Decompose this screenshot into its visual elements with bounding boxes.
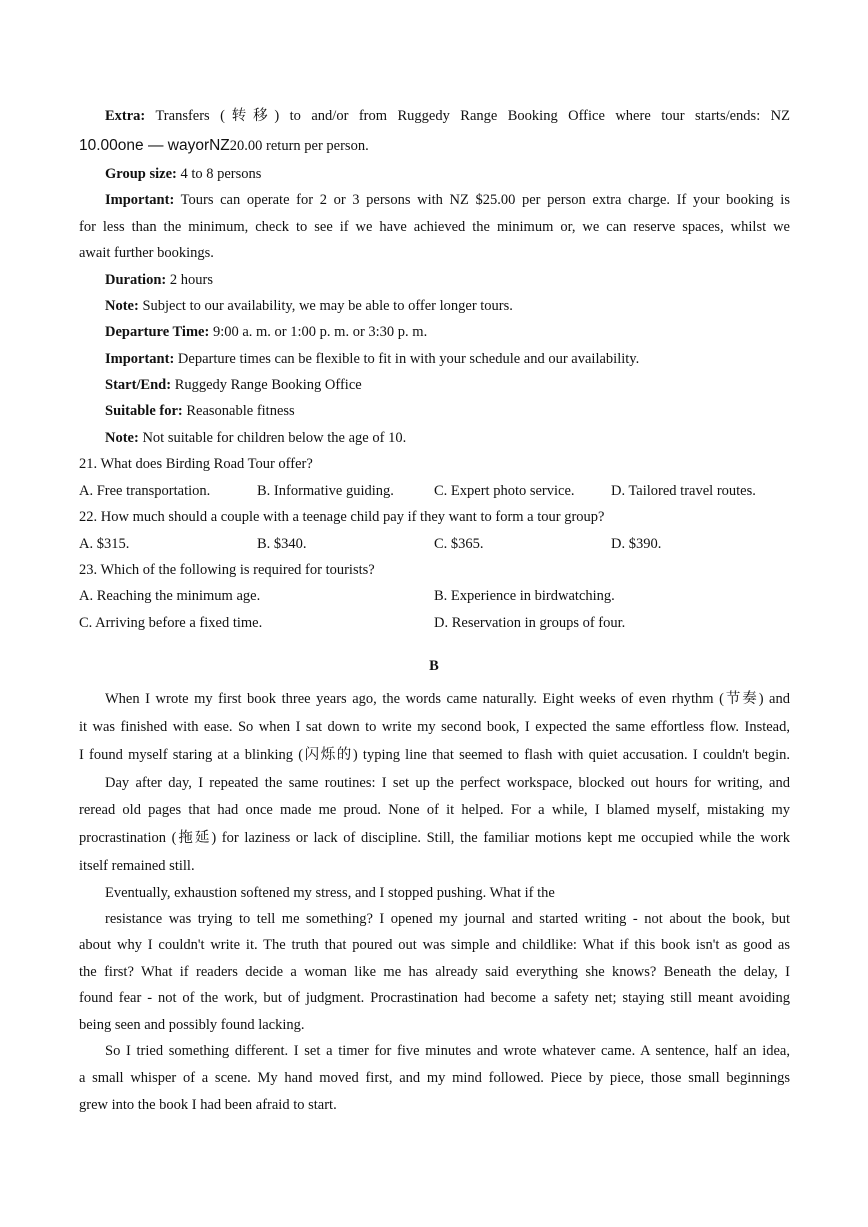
important2-label: Important: bbox=[105, 351, 175, 367]
extra-text-2b: 20.00 return per person. bbox=[229, 138, 369, 154]
q22-option-b: B. $340. bbox=[257, 536, 307, 552]
startend-text: Ruggedy Range Booking Office bbox=[174, 377, 362, 393]
passage-line: procrastination (拖延) for laziness or lack of discipline. Still, the familiar motions kept me occupied while the work bbox=[79, 830, 790, 846]
passage-line: about why I couldn't write it. The truth that poured out was simple and childlike: What if this book isn't as good as bbox=[79, 937, 790, 953]
passage-line: being seen and possibly found lacking. bbox=[79, 1017, 305, 1033]
group-size-line bbox=[105, 165, 790, 183]
q23-option-d: D. Reservation in groups of four. bbox=[434, 615, 626, 631]
q22-option-c: C. $365. bbox=[434, 536, 484, 552]
passage-line: When I wrote my first book three years ago, the words came naturally. Eight weeks of even rhythm (节奏) and bbox=[105, 691, 790, 707]
passage-line: So I tried something different. I set a timer for five minutes and wrote whatever came. A sentence, half an idea, bbox=[105, 1043, 790, 1059]
q22-option-d: D. $390. bbox=[611, 536, 662, 552]
note1-line bbox=[105, 297, 790, 315]
passage-line: Day after day, I repeated the same routines: I set up the perfect workspace, blocked out hours for writing, and bbox=[105, 775, 790, 791]
passage-line: Eventually, exhaustion softened my stress, and I stopped pushing. What if the bbox=[105, 885, 555, 901]
duration-line bbox=[105, 271, 790, 289]
extra-line-2 bbox=[79, 137, 790, 155]
important1-line-1 bbox=[105, 191, 790, 209]
passage-line: the first? What if readers decide a woman like me has already said everything she knows? Beneath the delay, I bbox=[79, 964, 790, 980]
note2-label: Note: bbox=[105, 430, 139, 446]
note2-line bbox=[105, 429, 790, 447]
section-b-heading: B bbox=[429, 658, 439, 674]
question-22-stem: 22. How much should a couple with a teenage child pay if they want to form a tour group? bbox=[79, 509, 605, 525]
important1-text-1: Tours can operate for 2 or 3 persons with NZ $25.00 per person extra charge. If your booking is bbox=[180, 192, 790, 208]
suitable-line bbox=[105, 402, 790, 420]
passage-line: I found myself staring at a blinking (闪烁的) typing line that seemed to flash with quiet accusation. I couldn't begin. bbox=[79, 747, 790, 763]
note1-text: Subject to our availability, we may be able to offer longer tours. bbox=[142, 298, 513, 314]
important2-text: Departure times can be flexible to fit in with your schedule and our availability. bbox=[177, 351, 640, 367]
suitable-label: Suitable for: bbox=[105, 403, 183, 419]
extra-label: Extra: bbox=[105, 108, 146, 124]
note2-text: Not suitable for children below the age of 10. bbox=[142, 430, 407, 446]
departure-label: Departure Time: bbox=[105, 324, 210, 340]
group-size-text: 4 to 8 persons bbox=[180, 166, 262, 182]
passage-line: it was finished with ease. So when I sat down to write my second book, I expected the same effortless flow. Instead, bbox=[79, 719, 790, 735]
question-23-stem: 23. Which of the following is required for tourists? bbox=[79, 562, 375, 578]
q21-option-b: B. Informative guiding. bbox=[257, 483, 394, 499]
group-size-label: Group size: bbox=[105, 166, 177, 182]
q22-option-a: A. $315. bbox=[79, 536, 130, 552]
passage-line: itself remained still. bbox=[79, 858, 195, 874]
important1-line-2: for less than the minimum, check to see if we have achieved the minimum or, we can reserve spaces, whilst we bbox=[79, 219, 790, 235]
duration-text: 2 hours bbox=[169, 272, 213, 288]
extra-line-1 bbox=[105, 107, 790, 125]
passage-line: resistance was trying to tell me something? I opened my journal and started writing - not about the book, but bbox=[105, 911, 790, 927]
q23-option-a: A. Reaching the minimum age. bbox=[79, 588, 261, 604]
q21-option-c: C. Expert photo service. bbox=[434, 483, 575, 499]
extra-text-1: Transfers (转移) to and/or from Ruggedy Range Booking Office where tour starts/ends: NZ bbox=[155, 108, 790, 124]
departure-text: 9:00 a. m. or 1:00 p. m. or 3:30 p. m. bbox=[212, 324, 428, 340]
passage-line: found fear - not of the work, but of judgment. Procrastination had become a safety net; staying still meant avoiding bbox=[79, 990, 790, 1006]
note1-label: Note: bbox=[105, 298, 139, 314]
duration-label: Duration: bbox=[105, 272, 167, 288]
startend-label: Start/End: bbox=[105, 377, 172, 393]
important1-label: Important: bbox=[105, 192, 175, 208]
passage-line: a small whisper of a scene. My hand moved first, and my mind followed. Piece by piece, those small beginnings bbox=[79, 1070, 790, 1086]
important1-line-3: await further bookings. bbox=[79, 245, 214, 261]
question-21-stem: 21. What does Birding Road Tour offer? bbox=[79, 456, 313, 472]
q23-option-b: B. Experience in birdwatching. bbox=[434, 588, 615, 604]
startend-line bbox=[105, 376, 790, 394]
suitable-text: Reasonable fitness bbox=[186, 403, 295, 419]
q21-option-a: A. Free transportation. bbox=[79, 483, 211, 499]
departure-line bbox=[105, 323, 790, 341]
q21-option-d: D. Tailored travel routes. bbox=[611, 483, 756, 499]
passage-line: reread old pages that had once made me proud. None of it helped. For a while, I blamed myself, mistaking my bbox=[79, 802, 790, 818]
extra-text-2a: 10.00one — wayorNZ bbox=[79, 137, 230, 154]
passage-line: grew into the book I had been afraid to start. bbox=[79, 1097, 337, 1113]
q23-option-c: C. Arriving before a fixed time. bbox=[79, 615, 263, 631]
important2-line bbox=[105, 350, 790, 368]
